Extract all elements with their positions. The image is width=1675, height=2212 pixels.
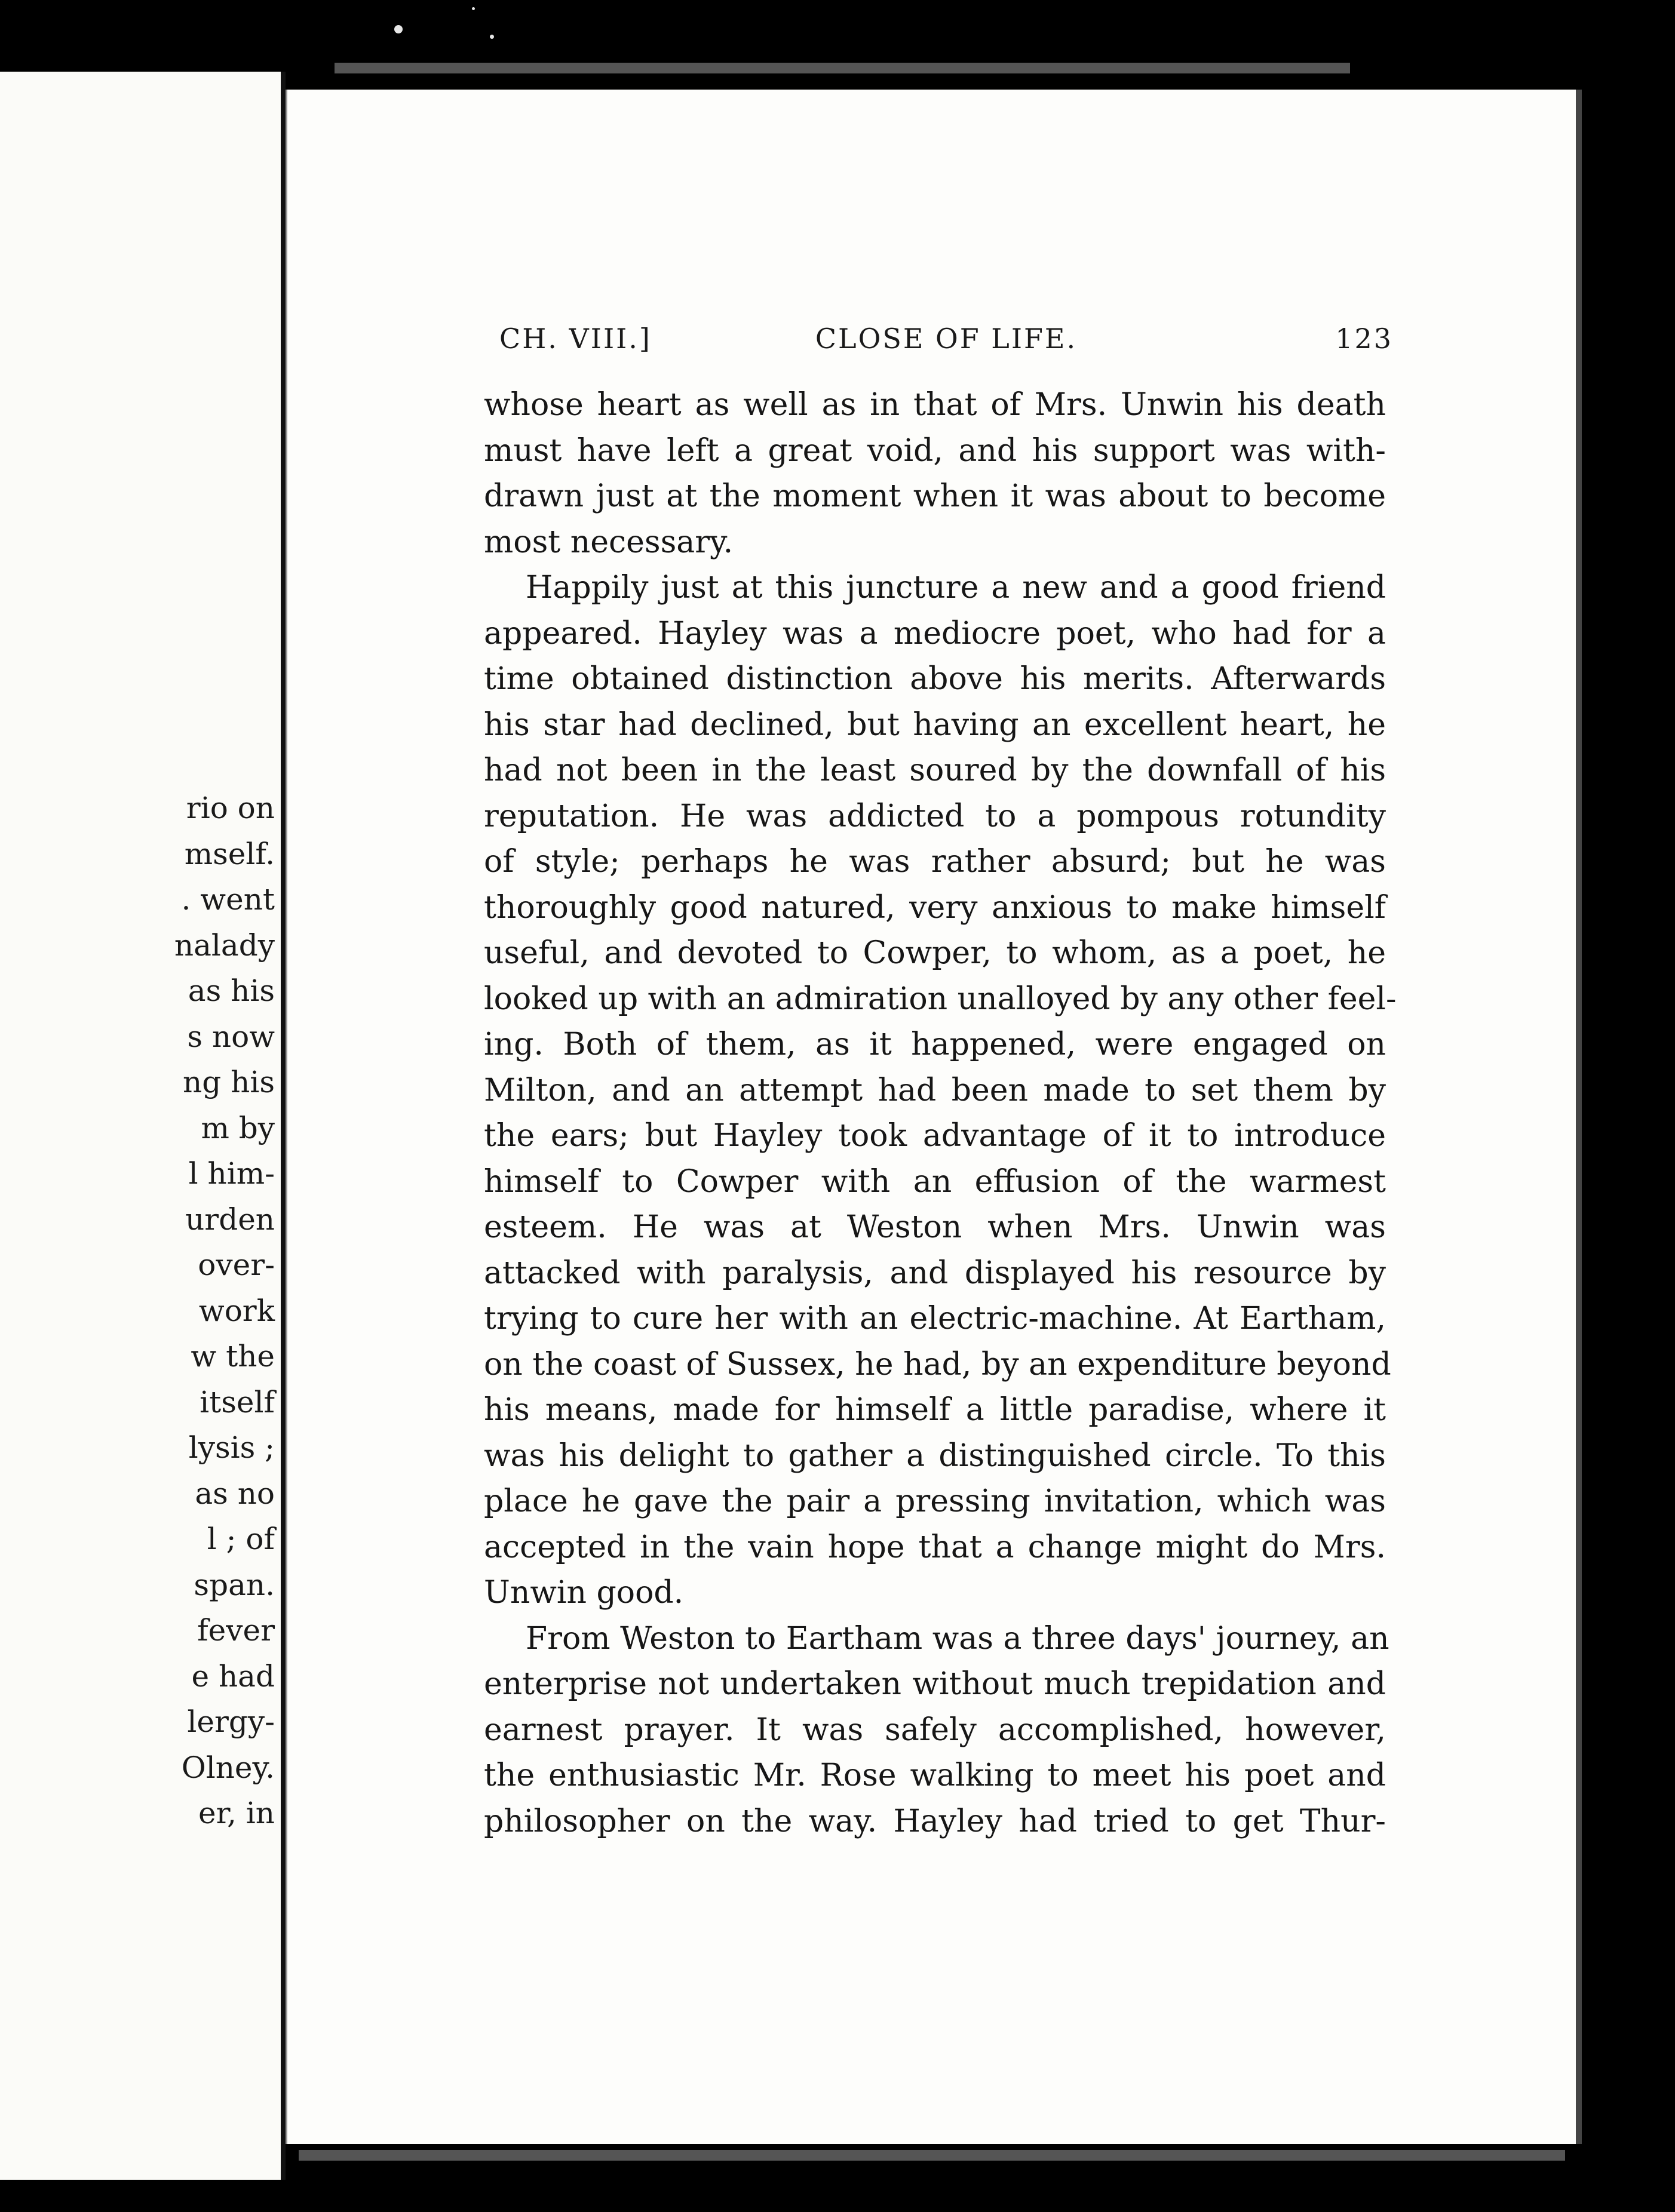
left-page-line: m by [201,1110,275,1145]
page-body-text [484,382,1397,1844]
page-number: 123 [1335,322,1393,355]
left-page-line: w the [191,1339,275,1374]
left-page-line: nalady [174,927,275,963]
left-page-line: er, in [198,1796,275,1830]
left-page-line: l ; of [207,1522,275,1556]
left-page-line: . went [181,882,275,917]
text-line: Unwin good. [484,1575,684,1611]
text-line: reputation. He was addicted to a pompous rotundity [484,798,1386,834]
book-gutter [281,72,286,2180]
text-line: appeared. Hayley was a mediocre poet, who had for a [484,615,1386,652]
left-page-line: itself [200,1384,275,1420]
left-page-line: as no [195,1476,275,1511]
left-page-line: mself. [184,836,275,871]
text-line: the enthusiastic Mr. Rose walking to meet his poet and [484,1758,1386,1793]
running-title: CLOSE OF LIFE. [815,322,1078,355]
text-line: his means, made for himself a little paradise, where it [484,1392,1386,1428]
text-line: From Weston to Eartham was a three days' journey, an [526,1620,1389,1657]
left-page-line: l him- [188,1156,275,1191]
text-line: drawn just at the moment when it was about to become [484,478,1386,514]
text-line: accepted in the vain hope that a change might do Mrs. [484,1529,1386,1565]
left-page-line: e had [191,1658,275,1694]
left-page-line: urden [185,1202,275,1237]
text-line: his star had declined, but having an excellent heart, he [484,706,1386,743]
text-line: on the coast of Sussex, he had, by an expenditure beyond [484,1346,1391,1382]
left-page-line: lysis ; [188,1430,275,1465]
left-page-line: Olney. [181,1750,275,1785]
left-page-line: fever [197,1613,275,1648]
text-line: earnest prayer. It was safely accomplished, however, [484,1712,1386,1748]
chapter-label: CH. VIII.] [499,322,652,355]
left-page-line: ng his [183,1065,275,1099]
left-page [0,72,281,2180]
text-line: esteem. He was at Weston when Mrs. Unwin was [484,1209,1386,1245]
text-line: himself to Cowper with an effusion of the warmest [484,1163,1386,1200]
text-line: attacked with paralysis, and displayed his resource by [484,1255,1386,1291]
text-line: most necessary. [484,524,734,560]
text-line: useful, and devoted to Cowper, to whom, as a poet, he [484,935,1386,971]
left-page-line: over- [198,1248,275,1282]
text-line: had not been in the least soured by the downfall of his [484,752,1386,788]
page-edge-bottom [299,2150,1565,2161]
text-line: trying to cure her with an electric-machine. At Eartham, [484,1301,1386,1337]
left-page-line: span. [194,1567,275,1602]
text-line: place he gave the pair a pressing invitation, which was [484,1483,1386,1519]
text-line: time obtained distinction above his merits. Afterwards [484,661,1386,697]
left-page-line: work [198,1293,275,1328]
left-page-line: as his [188,973,275,1008]
left-page-line: lergy- [187,1704,275,1739]
left-page-line: rio on [186,791,275,825]
text-line: ing. Both of them, as it happened, were engaged on [484,1027,1386,1062]
text-line: thoroughly good natured, very anxious to make himself [484,889,1386,926]
left-page-line: s now [187,1019,275,1054]
page-edge-right [1576,90,1582,2144]
text-line: enterprise not undertaken without much trepidation and [484,1666,1386,1702]
text-line: of style; perhaps he was rather absurd; but he was [484,844,1386,880]
text-line: was his delight to gather a distinguished circle. To this [484,1437,1386,1474]
text-line: the ears; but Hayley took advantage of it to introduce [484,1118,1386,1154]
text-line: whose heart as well as in that of Mrs. Unwin his death [484,387,1386,423]
running-header [499,322,1393,358]
text-line: must have left a great void, and his support was with- [484,432,1386,469]
text-line: philosopher on the way. Hayley had tried to get Thur- [484,1803,1386,1839]
left-page-text-fragments [0,785,275,1836]
text-line: Milton, and an attempt had been made to set them by [484,1072,1386,1108]
text-line: looked up with an admiration unalloyed by any other feel- [484,981,1397,1017]
page-edge-top [335,63,1350,73]
text-line: Happily just at this juncture a new and a good friend [526,570,1386,606]
